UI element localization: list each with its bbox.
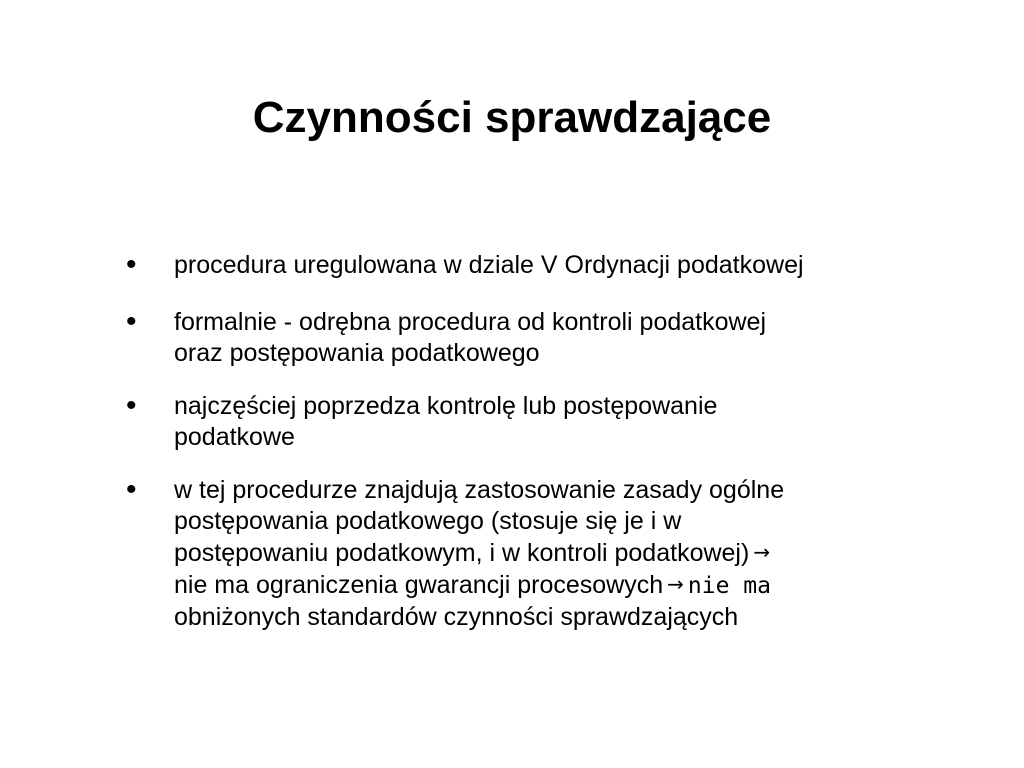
bullet-text-line: postępowania podatkowego (stosuje się je i w (174, 507, 682, 535)
bullet-dot-icon: • (126, 248, 137, 281)
bullet-item (120, 391, 920, 453)
bullet-text-line: formalnie - odrębna procedura od kontroli podatkowej (174, 308, 767, 336)
bullet-text-line: podatkowe (174, 423, 295, 451)
bullet-item (120, 250, 920, 281)
bullet-dot-icon: • (126, 389, 137, 422)
bullet-text-line: najczęściej poprzedza kontrolę lub postępowanie (174, 392, 718, 420)
bullet-dot-icon: • (126, 473, 137, 506)
bullet-text-line: w tej procedurze znajdują zastosowanie zasady ogólne (174, 476, 785, 504)
bullet-text-line: obniżonych standardów czynności sprawdzających (174, 603, 739, 631)
bullet-text-mono-segment: nie ma (687, 573, 771, 599)
bullet-item (120, 307, 920, 369)
bullet-list (120, 250, 920, 633)
bullet-text-segment: postępowaniu podatkowym, i w kontroli podatkowej) (174, 539, 750, 567)
bullet-text-segment: nie ma ograniczenia gwarancji procesowych (174, 571, 664, 599)
arrow-right-icon: → (667, 572, 684, 596)
bullet-dot-icon: • (126, 305, 137, 338)
arrow-right-icon: → (753, 540, 771, 564)
slide-title: Czynności sprawdzające (252, 93, 772, 142)
bullet-text-line (174, 569, 920, 602)
bullet-item (120, 475, 920, 633)
bullet-text-line: procedura uregulowana w dziale V Ordynacji podatkowej (174, 251, 804, 279)
bullet-text-line: oraz postępowania podatkowego (174, 339, 540, 367)
bullet-text-line (174, 537, 920, 569)
